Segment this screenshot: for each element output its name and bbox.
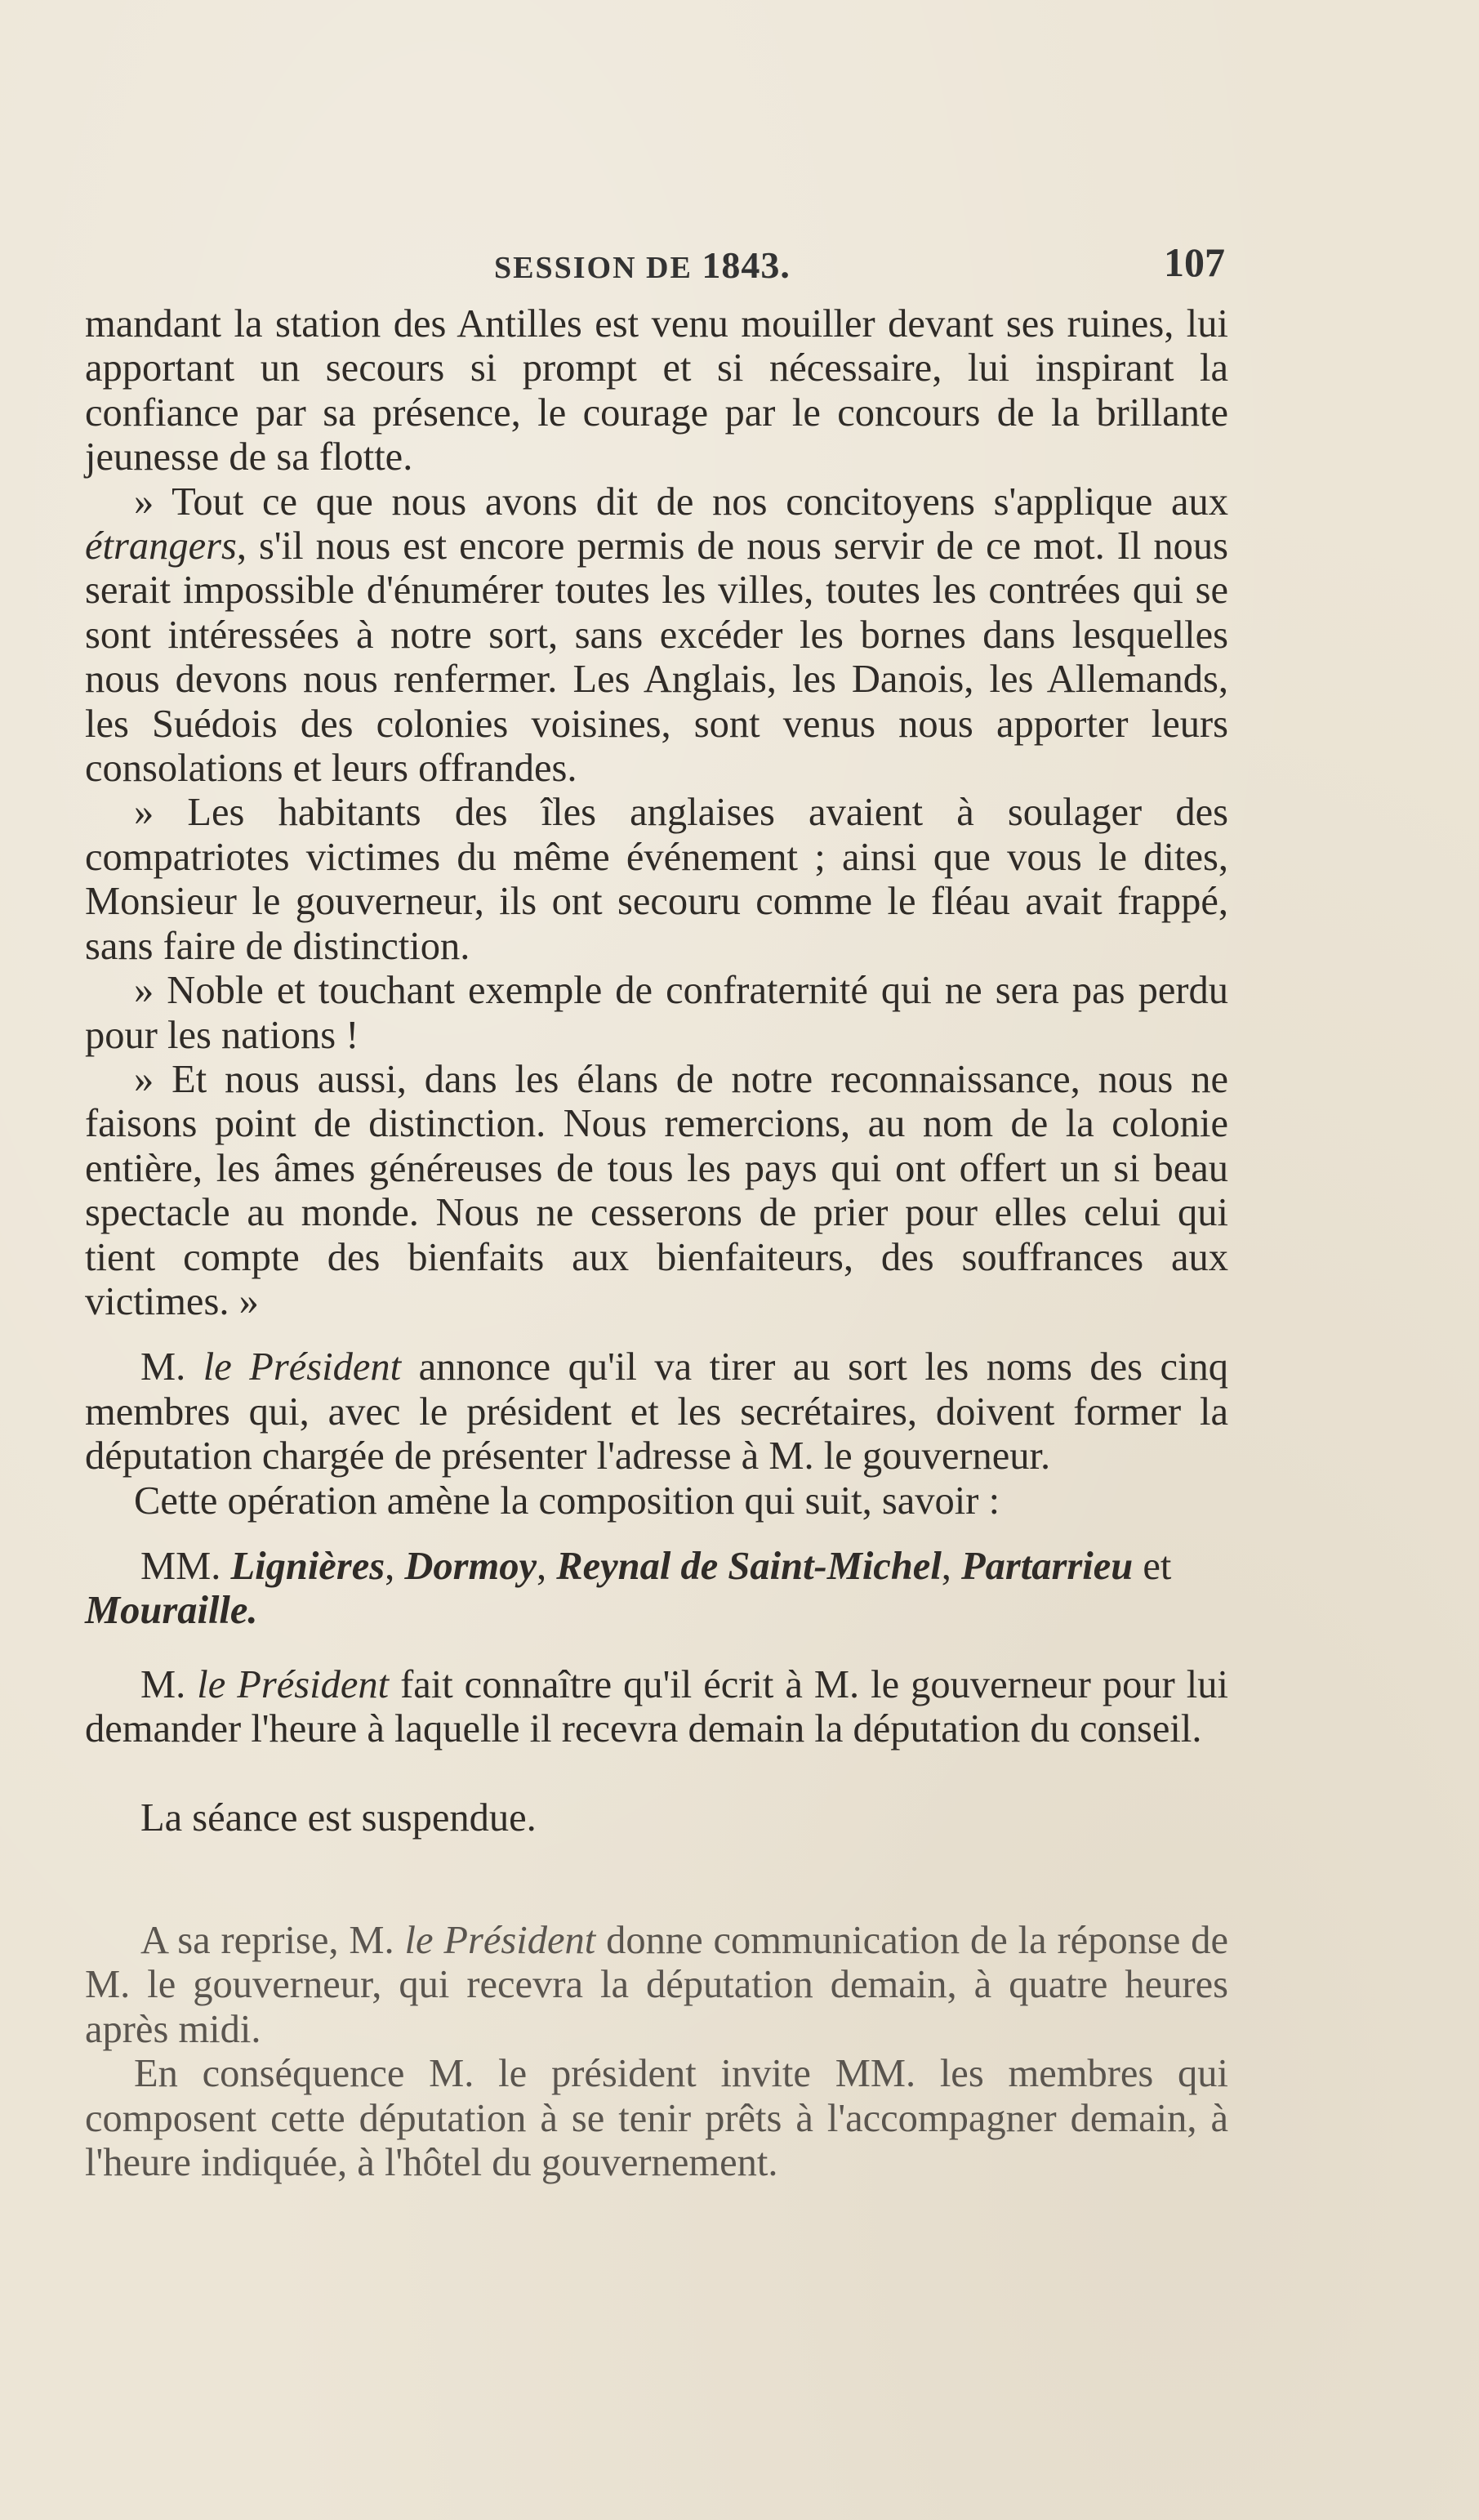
text-span: M. [140, 1345, 203, 1389]
paragraph-members-list [85, 1545, 1228, 1634]
italic-president: le Président [203, 1345, 402, 1389]
paragraph-iles-anglaises: » Les habitants des îles anglaises avaient à soulager des compatriotes victimes du même événement ; ainsi que vous le dites, Monsieur le gouverneur, ils ont secouru comme le fléau avait frappé, sans faire de distinction. [85, 791, 1228, 968]
member-name: Reynal de Saint-Michel [556, 1544, 942, 1588]
text-span: fait connaître qu'il écrit à M. le gouverneur pour lui demander l'heure à laquelle il recevra demain la députation du conseil. [85, 1662, 1228, 1751]
members-prefix: MM. [140, 1544, 231, 1588]
text-span: A sa reprise, M. [140, 1919, 405, 1962]
running-title [494, 243, 791, 287]
paragraph-station: mandant la station des Antilles est venu mouiller devant ses ruines, lui apportant un secours si prompt et si nécessaire, lui inspirant la confiance par sa présence, le courage par le concours de la brillante jeunesse de sa flotte. [85, 302, 1228, 479]
paragraph-seance-suspendue: La séance est suspendue. [140, 1795, 537, 1840]
separator: , [537, 1544, 557, 1588]
separator: et [1133, 1544, 1172, 1588]
paragraph-lettre-gouverneur [85, 1663, 1228, 1752]
italic-president: le Président [404, 1919, 596, 1962]
text-span: » Tout ce que nous avons dit de nos concitoyens s'applique aux [134, 479, 1228, 524]
running-title-text: SESSION DE [494, 251, 693, 285]
text-span: donne communication de la réponse de M. le gouverneur, qui recevra la députation demain, à quatre heures après midi. [85, 1919, 1228, 2051]
page-header [86, 239, 1225, 292]
text-span: M. [140, 1662, 198, 1706]
separator: , [941, 1544, 962, 1588]
text-span: annonce qu'il va tirer au sort les noms des cinq membres qui, avec le président et les secrétaires, doivent former la députation chargée de présenter l'adresse à M. le gouverneur. [85, 1345, 1228, 1479]
member-name: Partarrieu [961, 1544, 1134, 1588]
paragraph-tirage-au-sort [85, 1345, 1228, 1479]
member-name: Lignières [230, 1544, 385, 1588]
page-body [85, 302, 1228, 2185]
paragraph-composition: Cette opération amène la composition qui suit, savoir : [134, 1479, 1000, 1523]
paragraph-consequence: En conséquence M. le président invite MM. les membres qui composent cette députation à se tenir prêts à l'accompagner demain, à l'heure indiquée, à l'hôtel du gouvernement. [85, 2052, 1228, 2185]
member-name: Dormoy [404, 1544, 537, 1588]
paragraph-confraternite: » Noble et touchant exemple de confraternité qui ne sera pas perdu pour les nations ! [85, 969, 1228, 1057]
paragraph-reprise [85, 1919, 1228, 2052]
member-name: Mouraille. [85, 1589, 258, 1633]
paragraph-reconnaissance: » Et nous aussi, dans les élans de notre reconnaissance, nous ne faisons point de distinction. Nous remercions, au nom de la colonie entière, les âmes généreuses de tous les pays qui ont offert un si beau spectacle au monde. Nous ne cesserons de prier pour elles celui qui tient compte des bienfaits aux bienfaiteurs, des souffrances aux victimes. » [85, 1057, 1228, 1323]
paragraph-etrangers [85, 480, 1228, 792]
separator: , [385, 1544, 405, 1588]
running-title-year: 1843. [702, 244, 791, 286]
text-span: , s'il nous est encore permis de nous servir de ce mot. Il nous serait impossible d'énumérer toutes les villes, toutes les contrées qui se sont intéressées à notre sort, sans excéder les bornes dans lesquelles nous devons nous renfermer. Les Anglais, les Danois, les Allemands, les Suédois des colonies voisines, sont venus nous apporter leurs consolations et leurs offrandes. [85, 524, 1228, 791]
italic-term: étrangers [85, 524, 237, 569]
italic-president: le Président [197, 1662, 390, 1706]
page-number: 107 [1164, 239, 1225, 285]
